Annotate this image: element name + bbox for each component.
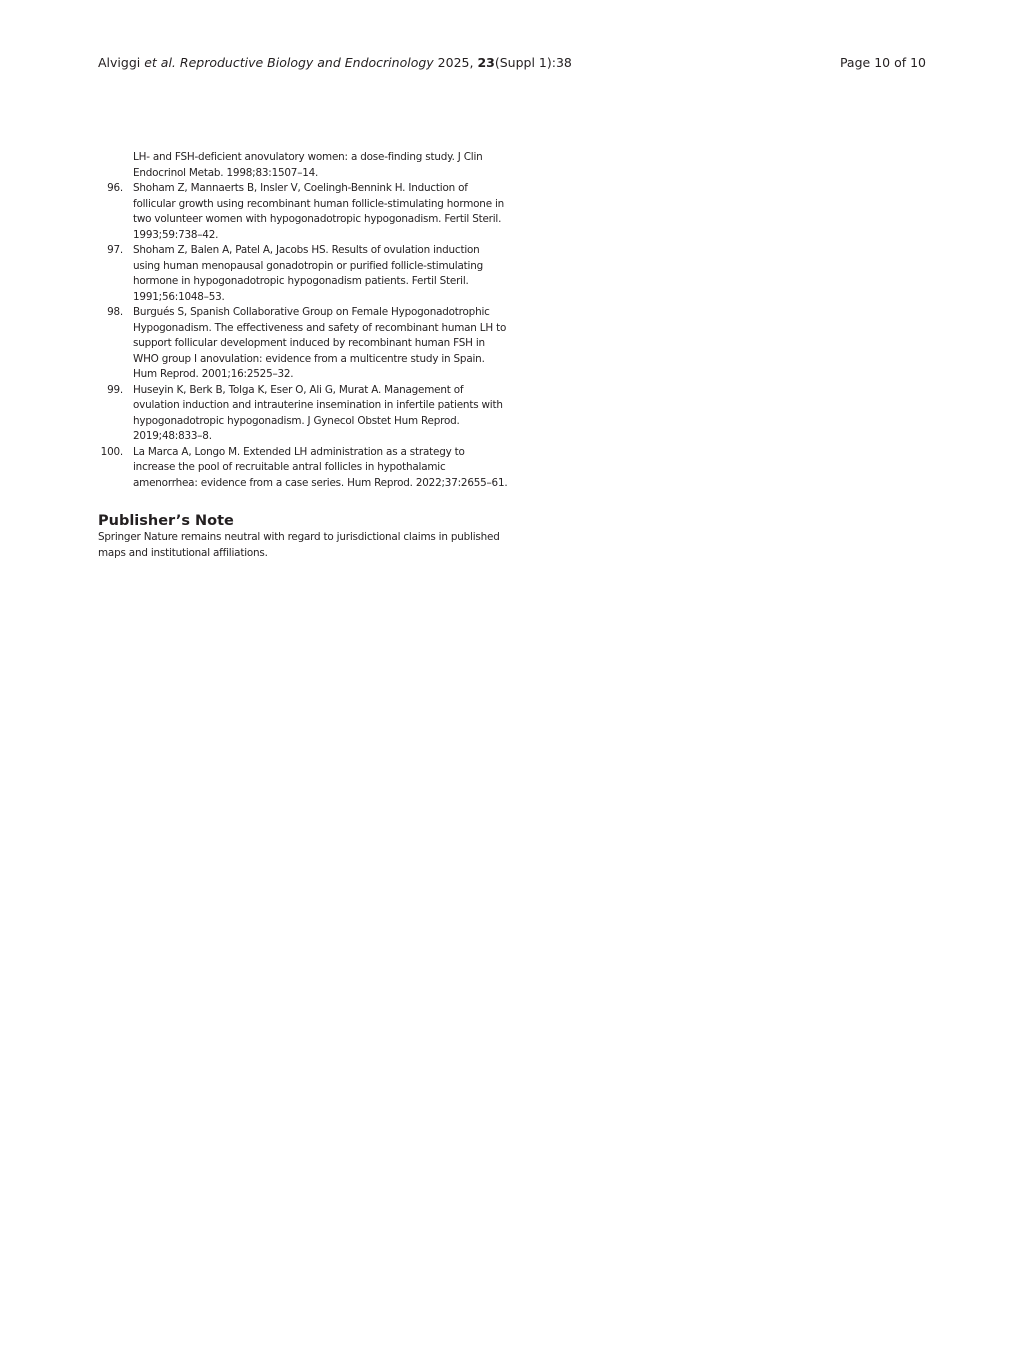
year: 2025,: [437, 55, 474, 70]
reference-text: Burgués S, Spanish Collaborative Group on Female Hypogonadotrophic Hypogonadism. The effectiveness and safety of recombinant human LH to support follicular development induced by recombinant human FSH in WHO group I anovulation: evidence from a multicentre study in Spain. Hum Reprod. 2001;16:2525–32.: [133, 306, 507, 380]
reference-item: [98, 150, 508, 181]
reference-text: La Marca A, Longo M. Extended LH administration as a strategy to increase the pool of recruitable antral follicles in hypothalamic amenorrhea: evidence from a case series. Hum Reprod. 2022;37:2655–61.: [133, 445, 508, 489]
reference-text: Huseyin K, Berk B, Tolga K, Eser O, Ali G, Murat A. Management of ovulation induction and intrauterine insemination in infertile patients with hypogonadotropic hypogonadism. J Gynecol Obstet Hum Reprod. 2019;48:833–8.: [133, 383, 503, 442]
publisher-note: [98, 512, 508, 561]
reference-item: [98, 181, 508, 243]
reference-text: LH- and FSH-deficient anovulatory women: a dose-finding study. J Clin Endocrinol Metab. 1998;83:1507–14.: [133, 151, 483, 179]
reference-item: [98, 243, 508, 305]
reference-number: 99.: [107, 383, 123, 396]
page-header: [98, 55, 926, 73]
reference-number: 97.: [107, 244, 123, 256]
publisher-note-title: Publisher’s Note: [98, 513, 234, 529]
page-number: Page 10 of 10: [839, 55, 926, 70]
reference-item: [98, 383, 508, 445]
reference-list: [98, 150, 508, 491]
volume: 23: [477, 55, 495, 70]
etal: et al.: [144, 55, 176, 70]
reference-text: Shoham Z, Mannaerts B, Insler V, Coelingh-Bennink H. Induction of follicular growth using recombinant human follicle-stimulating hormone in two volunteer women with hypogonadotropic hypogonadism. Fertil Steril. 1993;59:738–42.: [133, 182, 505, 241]
journal-name: Reproductive Biology and Endocrinology: [179, 55, 434, 70]
reference-item: [98, 445, 508, 492]
running-head: [98, 55, 572, 70]
publisher-note-text: Springer Nature remains neutral with regard to jurisdictional claims in published maps and institutional affiliations.: [98, 531, 500, 559]
reference-number: 96.: [107, 182, 123, 194]
reference-number: 98.: [107, 306, 123, 318]
reference-text: Shoham Z, Balen A, Patel A, Jacobs HS. Results of ovulation induction using human menopausal gonadotropin or purified follicle-stimulating hormone in hypogonadotropic hypogonadism patients. Fertil Steril. 1991;56:1048–53.: [133, 244, 484, 303]
issue: (Suppl 1):38: [494, 55, 572, 70]
reference-number: 100.: [100, 445, 123, 458]
authors: Alviggi: [98, 55, 141, 70]
reference-item: [98, 305, 508, 383]
